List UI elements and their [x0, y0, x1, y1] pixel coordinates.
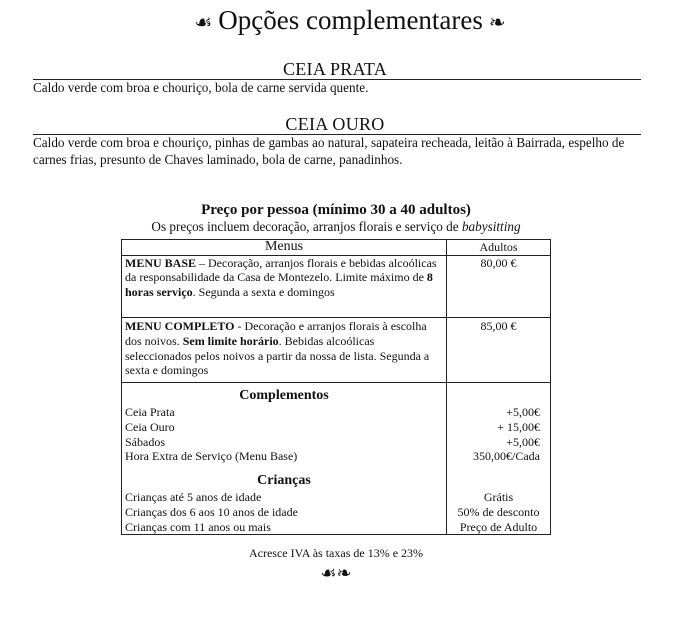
complemento-label: Hora Extra de Serviço (Menu Base) [122, 449, 447, 464]
menu-base-price: 80,00 € [447, 255, 551, 318]
pricing-heading: Preço por pessoa (mínimo 30 a 40 adultos) [201, 202, 471, 218]
table-header-row [122, 240, 551, 256]
complemento-label: Ceia Ouro [122, 420, 447, 435]
price-table [121, 239, 551, 535]
complemento-price: 350,00€/Cada [447, 449, 551, 464]
crianca-price: 50% de desconto [447, 505, 551, 520]
menu-completo-price: 85,00 € [447, 318, 551, 382]
adults-column-header: Adultos [447, 240, 551, 256]
page-title-text: Opções complementares [218, 5, 483, 35]
table-row [122, 420, 551, 435]
menu-base-description [122, 255, 447, 318]
menu-completo-name: MENU COMPLETO [125, 319, 235, 334]
complementos-heading-row [122, 382, 551, 405]
crianca-label: Crianças até 5 anos de idade [122, 490, 447, 505]
complemento-label: Ceia Prata [122, 405, 447, 420]
crianca-label: Crianças dos 6 aos 10 anos de idade [122, 505, 447, 520]
menus-column-header: Menus [122, 240, 447, 256]
crianca-price: Preço de Adulto [447, 520, 551, 535]
vat-footnote: Acresce IVA às taxas de 13% e 23% [248, 546, 424, 560]
ceia-prata-text: Caldo verde com broa e chouriço, bola de carne servida quente. [33, 80, 369, 95]
table-row [122, 490, 551, 505]
table-row [122, 505, 551, 520]
menu-completo-desc-b: . Bebidas alcoólicas seleccionados pelos noivos a partir da nossa de lista. Segunda a sexta e domingos [125, 333, 430, 378]
table-row [122, 405, 551, 420]
pricing-subheading-italic: babysitting [461, 219, 521, 234]
ceia-ouro-heading: CEIA OURO [285, 114, 385, 134]
pricing-subheading-text: Os preços incluem decoração, arranjos florais e serviço de [151, 219, 462, 234]
table-row [122, 435, 551, 450]
menu-base-desc-b: . Segunda a sexta e domingos [192, 284, 335, 299]
menu-base-row [122, 255, 551, 318]
criancas-heading-row [122, 464, 551, 491]
menu-base-name: MENU BASE [125, 255, 197, 270]
ceia-prata-heading: CEIA PRATA [282, 59, 388, 79]
menu-base-desc-a: – Decoração, arranjos florais e bebidas alcoólicas da responsabilidade da Casa de Montezelo. Limite máximo de [125, 255, 437, 285]
right-ornament-icon: ❧ [488, 11, 506, 34]
table-row [122, 449, 551, 464]
crianca-label: Crianças com 11 anos ou mais [122, 520, 447, 535]
complementos-heading: Complementos [122, 382, 447, 405]
menu-completo-description [122, 318, 447, 382]
empty-cell [447, 464, 551, 491]
page-title [0, 4, 700, 39]
complemento-price: +5,00€ [447, 405, 551, 420]
menu-completo-row [122, 318, 551, 382]
pricing-subheading [0, 218, 672, 235]
menu-base-limit: 8 horas serviço [125, 270, 433, 299]
crianca-price: Grátis [447, 490, 551, 505]
complemento-price: + 15,00€ [447, 420, 551, 435]
ceia-ouro-text: Caldo verde com broa e chouriço, pinhas de gambas ao natural, sapateira recheada, leitão à Bairrada, espelho de carnes frias, presunto de Chaves laminado, bola de carne, panadinhos. [33, 135, 625, 167]
menu-completo-limit: Sem limite horário [182, 333, 279, 348]
left-ornament-icon: ☙ [194, 11, 213, 34]
criancas-heading: Crianças [122, 464, 447, 491]
complemento-price: +5,00€ [447, 435, 551, 450]
complemento-label: Sábados [122, 435, 447, 450]
empty-cell [447, 382, 551, 405]
bottom-ornament-icon: ☙❧ [320, 563, 352, 583]
table-row [122, 520, 551, 535]
menu-completo-desc-a: - Decoração e arranjos florais à escolha dos noivos. [125, 319, 427, 348]
